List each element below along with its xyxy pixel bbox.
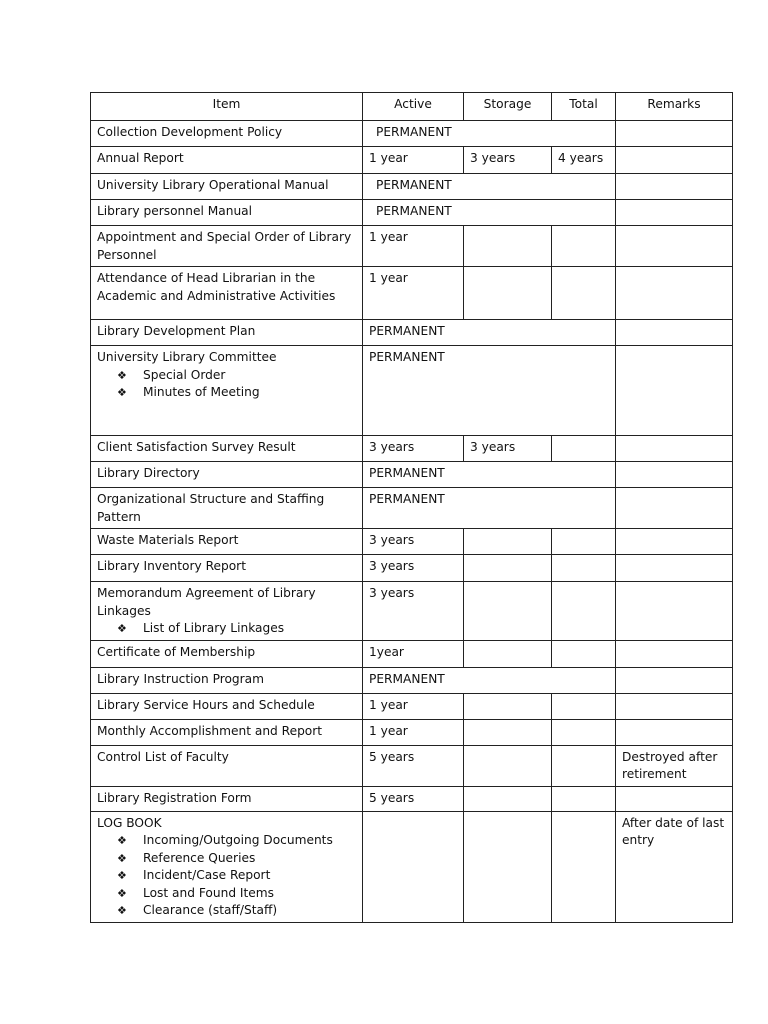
cell-total [552, 226, 616, 267]
cell-remarks [616, 320, 733, 346]
cell-item [91, 719, 363, 745]
cell-active: 5 years [363, 786, 464, 811]
cell-item [91, 121, 363, 147]
list-item [117, 867, 356, 885]
cell-active: 1 year [363, 226, 464, 267]
table-row [91, 147, 733, 174]
sub-item-list [97, 367, 356, 402]
cell-total [552, 555, 616, 582]
item-label: LOG BOOK [97, 815, 162, 830]
cell-remarks [616, 436, 733, 462]
cell-remarks [616, 786, 733, 811]
list-item [117, 902, 356, 920]
cell-retention-permanent: PERMANENT [363, 667, 616, 693]
table-row [91, 267, 733, 320]
cell-item [91, 200, 363, 226]
item-label: Library Directory [97, 466, 200, 480]
table-row [91, 811, 733, 922]
cell-item [91, 693, 363, 719]
cell-storage [464, 640, 552, 667]
table-row [91, 174, 733, 200]
cell-remarks [616, 488, 733, 529]
cell-storage: 3 years [464, 436, 552, 462]
diamond-bullet-icon: ❖ [117, 622, 127, 635]
table-row [91, 582, 733, 641]
cell-active: 1 year [363, 147, 464, 174]
item-label: Attendance of Head Librarian in the Academic and Administrative Activities [97, 271, 336, 303]
cell-active: 1year [363, 640, 464, 667]
table-row [91, 693, 733, 719]
item-label: Library Development Plan [97, 324, 256, 338]
cell-item [91, 346, 363, 436]
item-label: Collection Development Policy [97, 125, 283, 139]
header-storage: Storage [464, 93, 552, 121]
cell-retention-permanent: PERMANENT [363, 320, 616, 346]
table-row [91, 436, 733, 462]
cell-total [552, 529, 616, 555]
cell-active [363, 811, 464, 922]
cell-item [91, 320, 363, 346]
item-label: University Library Operational Manual [97, 178, 329, 192]
cell-active: 3 years [363, 582, 464, 641]
cell-retention-permanent: PERMANENT [363, 346, 616, 436]
table-row [91, 667, 733, 693]
sub-item-list [97, 832, 356, 920]
cell-active: 1 year [363, 693, 464, 719]
cell-total [552, 693, 616, 719]
table-row [91, 121, 733, 147]
table-row [91, 200, 733, 226]
item-label: Memorandum Agreement of Library Linkages [97, 586, 316, 618]
cell-item [91, 267, 363, 320]
cell-storage [464, 267, 552, 320]
diamond-bullet-icon: ❖ [117, 869, 127, 882]
diamond-bullet-icon: ❖ [117, 904, 127, 917]
item-label: University Library Committee [97, 350, 277, 364]
item-label: Library Instruction Program [97, 671, 265, 686]
cell-remarks: After date of last entry [616, 811, 733, 922]
table-row [91, 555, 733, 582]
item-label: Appointment and Special Order of Library Personnel [97, 230, 352, 262]
header-total: Total [552, 93, 616, 121]
cell-remarks [616, 267, 733, 320]
table-row [91, 745, 733, 786]
cell-remarks [616, 346, 733, 436]
header-item: Item [91, 93, 363, 121]
item-label: Client Satisfaction Survey Result [97, 440, 296, 454]
item-label: Library Inventory Report [97, 559, 246, 573]
item-label: Monthly Accomplishment and Report [97, 723, 323, 738]
list-item [117, 885, 356, 903]
cell-active: 1 year [363, 719, 464, 745]
table-row [91, 719, 733, 745]
diamond-bullet-icon: ❖ [117, 368, 127, 382]
cell-item [91, 174, 363, 200]
diamond-bullet-icon: ❖ [117, 834, 127, 847]
cell-total [552, 640, 616, 667]
item-label: Control List of Faculty [97, 749, 229, 764]
cell-storage [464, 719, 552, 745]
header-remarks: Remarks [616, 93, 733, 121]
cell-item [91, 147, 363, 174]
cell-remarks: Destroyed after retirement [616, 745, 733, 786]
cell-item [91, 582, 363, 641]
cell-remarks [616, 226, 733, 267]
cell-total [552, 786, 616, 811]
cell-retention-permanent: PERMANENT [363, 121, 616, 147]
cell-remarks [616, 640, 733, 667]
table-row [91, 320, 733, 346]
sub-item-label: Incoming/Outgoing Documents [143, 833, 333, 847]
cell-remarks [616, 719, 733, 745]
table-row [91, 488, 733, 529]
cell-retention-permanent: PERMANENT [363, 488, 616, 529]
item-label: Library personnel Manual [97, 204, 253, 218]
cell-retention-permanent: PERMANENT [363, 174, 616, 200]
cell-remarks [616, 529, 733, 555]
cell-remarks [616, 693, 733, 719]
list-item [117, 367, 356, 385]
cell-total: 4 years [552, 147, 616, 174]
cell-active: 3 years [363, 529, 464, 555]
table-row [91, 529, 733, 555]
cell-remarks [616, 121, 733, 147]
cell-item [91, 745, 363, 786]
table-row [91, 346, 733, 436]
item-label: Annual Report [97, 151, 184, 165]
cell-active: 5 years [363, 745, 464, 786]
cell-storage: 3 years [464, 147, 552, 174]
sub-item-label: Incident/Case Report [143, 868, 271, 882]
cell-item [91, 529, 363, 555]
cell-storage [464, 693, 552, 719]
item-label: Organizational Structure and Staffing Pattern [97, 492, 325, 524]
table-body [91, 121, 733, 923]
cell-total [552, 267, 616, 320]
diamond-bullet-icon: ❖ [117, 886, 127, 900]
table-row [91, 226, 733, 267]
list-item [117, 832, 356, 850]
sub-item-label: Clearance (staff/Staff) [143, 903, 278, 917]
table-row [91, 640, 733, 667]
cell-active: 3 years [363, 555, 464, 582]
cell-remarks [616, 462, 733, 488]
item-label: Certificate of Membership [97, 644, 256, 659]
sub-item-label: Reference Queries [143, 850, 256, 865]
item-label: Library Registration Form [97, 790, 252, 805]
table-row [91, 786, 733, 811]
cell-retention-permanent: PERMANENT [363, 462, 616, 488]
cell-item [91, 488, 363, 529]
item-label: Waste Materials Report [97, 533, 239, 547]
cell-storage [464, 555, 552, 582]
list-item [117, 850, 356, 868]
cell-active: 1 year [363, 267, 464, 320]
table-header-row [91, 93, 733, 121]
cell-storage [464, 582, 552, 641]
cell-remarks [616, 174, 733, 200]
cell-remarks [616, 147, 733, 174]
cell-item [91, 811, 363, 922]
cell-remarks [616, 555, 733, 582]
cell-retention-permanent: PERMANENT [363, 200, 616, 226]
cell-item [91, 640, 363, 667]
cell-total [552, 811, 616, 922]
cell-storage [464, 811, 552, 922]
cell-remarks [616, 667, 733, 693]
item-label: Library Service Hours and Schedule [97, 697, 315, 712]
sub-item-label: Lost and Found Items [143, 885, 275, 900]
sub-item-label: Special Order [143, 367, 226, 382]
list-item [117, 620, 356, 638]
cell-item [91, 462, 363, 488]
cell-storage [464, 745, 552, 786]
cell-storage [464, 529, 552, 555]
cell-remarks [616, 200, 733, 226]
diamond-bullet-icon: ❖ [117, 386, 127, 399]
cell-remarks [616, 582, 733, 641]
cell-storage [464, 786, 552, 811]
cell-active: 3 years [363, 436, 464, 462]
sub-item-label: List of Library Linkages [143, 621, 285, 635]
cell-total [552, 436, 616, 462]
sub-item-label: Minutes of Meeting [143, 385, 260, 399]
cell-storage [464, 226, 552, 267]
header-active: Active [363, 93, 464, 121]
cell-total [552, 745, 616, 786]
diamond-bullet-icon: ❖ [117, 851, 127, 865]
cell-item [91, 226, 363, 267]
cell-item [91, 555, 363, 582]
sub-item-list [97, 620, 356, 638]
records-retention-table [90, 92, 733, 923]
cell-item [91, 436, 363, 462]
cell-total [552, 719, 616, 745]
cell-item [91, 786, 363, 811]
list-item [117, 384, 356, 402]
cell-total [552, 582, 616, 641]
cell-item [91, 667, 363, 693]
table-row [91, 462, 733, 488]
